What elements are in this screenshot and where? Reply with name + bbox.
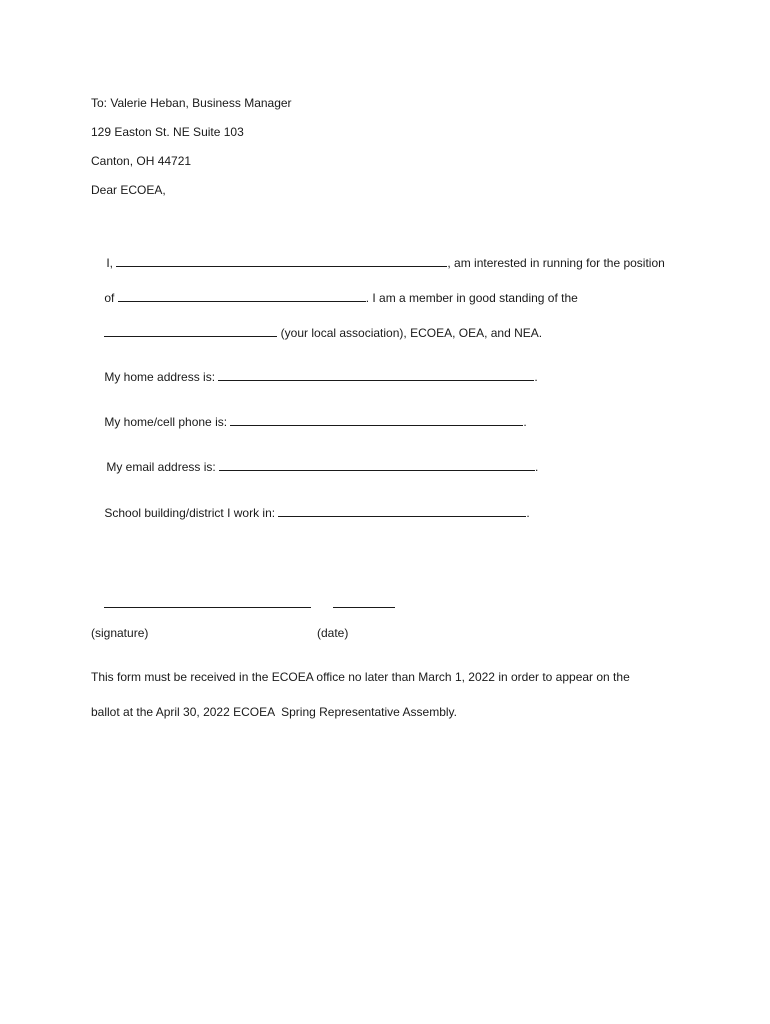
name-prefix: I,: [106, 256, 117, 270]
notice-line-1: This form must be received in the ECOEA office no later than March 1, 2022 in order to appear on the: [91, 670, 630, 684]
email-blank[interactable]: [219, 459, 535, 471]
salutation: Dear ECOEA,: [91, 183, 166, 197]
phone-blank[interactable]: [230, 414, 523, 426]
notice-line-2: ballot at the April 30, 2022 ECOEA Spring Representative Assembly.: [91, 705, 457, 719]
phone-period: .: [523, 415, 527, 429]
phone-label: My home/cell phone is:: [104, 415, 231, 429]
school-label: School building/district I work in:: [104, 506, 279, 520]
recipient-line: To: Valerie Heban, Business Manager: [91, 96, 292, 110]
position-suffix: . I am a member in good standing of the: [365, 291, 578, 305]
email-row: [93, 445, 538, 488]
home-address-blank[interactable]: [218, 369, 534, 381]
signature-label: (signature): [91, 626, 149, 640]
signature-blank[interactable]: [104, 596, 311, 608]
association-suffix: (your local association), ECOEA, OEA, and NEA.: [277, 326, 543, 340]
email-period: .: [535, 460, 539, 474]
school-period: .: [526, 506, 530, 520]
name-blank[interactable]: [116, 255, 447, 267]
school-row: [91, 491, 530, 534]
street-address: 129 Easton St. NE Suite 103: [91, 125, 244, 139]
school-blank[interactable]: [278, 505, 526, 517]
home-address-row: [91, 355, 538, 398]
signature-date-row: [91, 582, 395, 625]
email-label: My email address is:: [106, 460, 220, 474]
position-prefix: of: [104, 291, 118, 305]
home-address-period: .: [534, 370, 538, 384]
date-label: (date): [317, 626, 349, 640]
city-state-zip: Canton, OH 44721: [91, 154, 192, 168]
phone-row: [91, 400, 527, 443]
association-row: [91, 311, 542, 354]
home-address-label: My home address is:: [104, 370, 219, 384]
date-blank[interactable]: [333, 596, 395, 608]
position-blank[interactable]: [118, 290, 366, 302]
name-suffix: , am interested in running for the position: [447, 256, 665, 270]
local-association-blank[interactable]: [104, 325, 277, 337]
